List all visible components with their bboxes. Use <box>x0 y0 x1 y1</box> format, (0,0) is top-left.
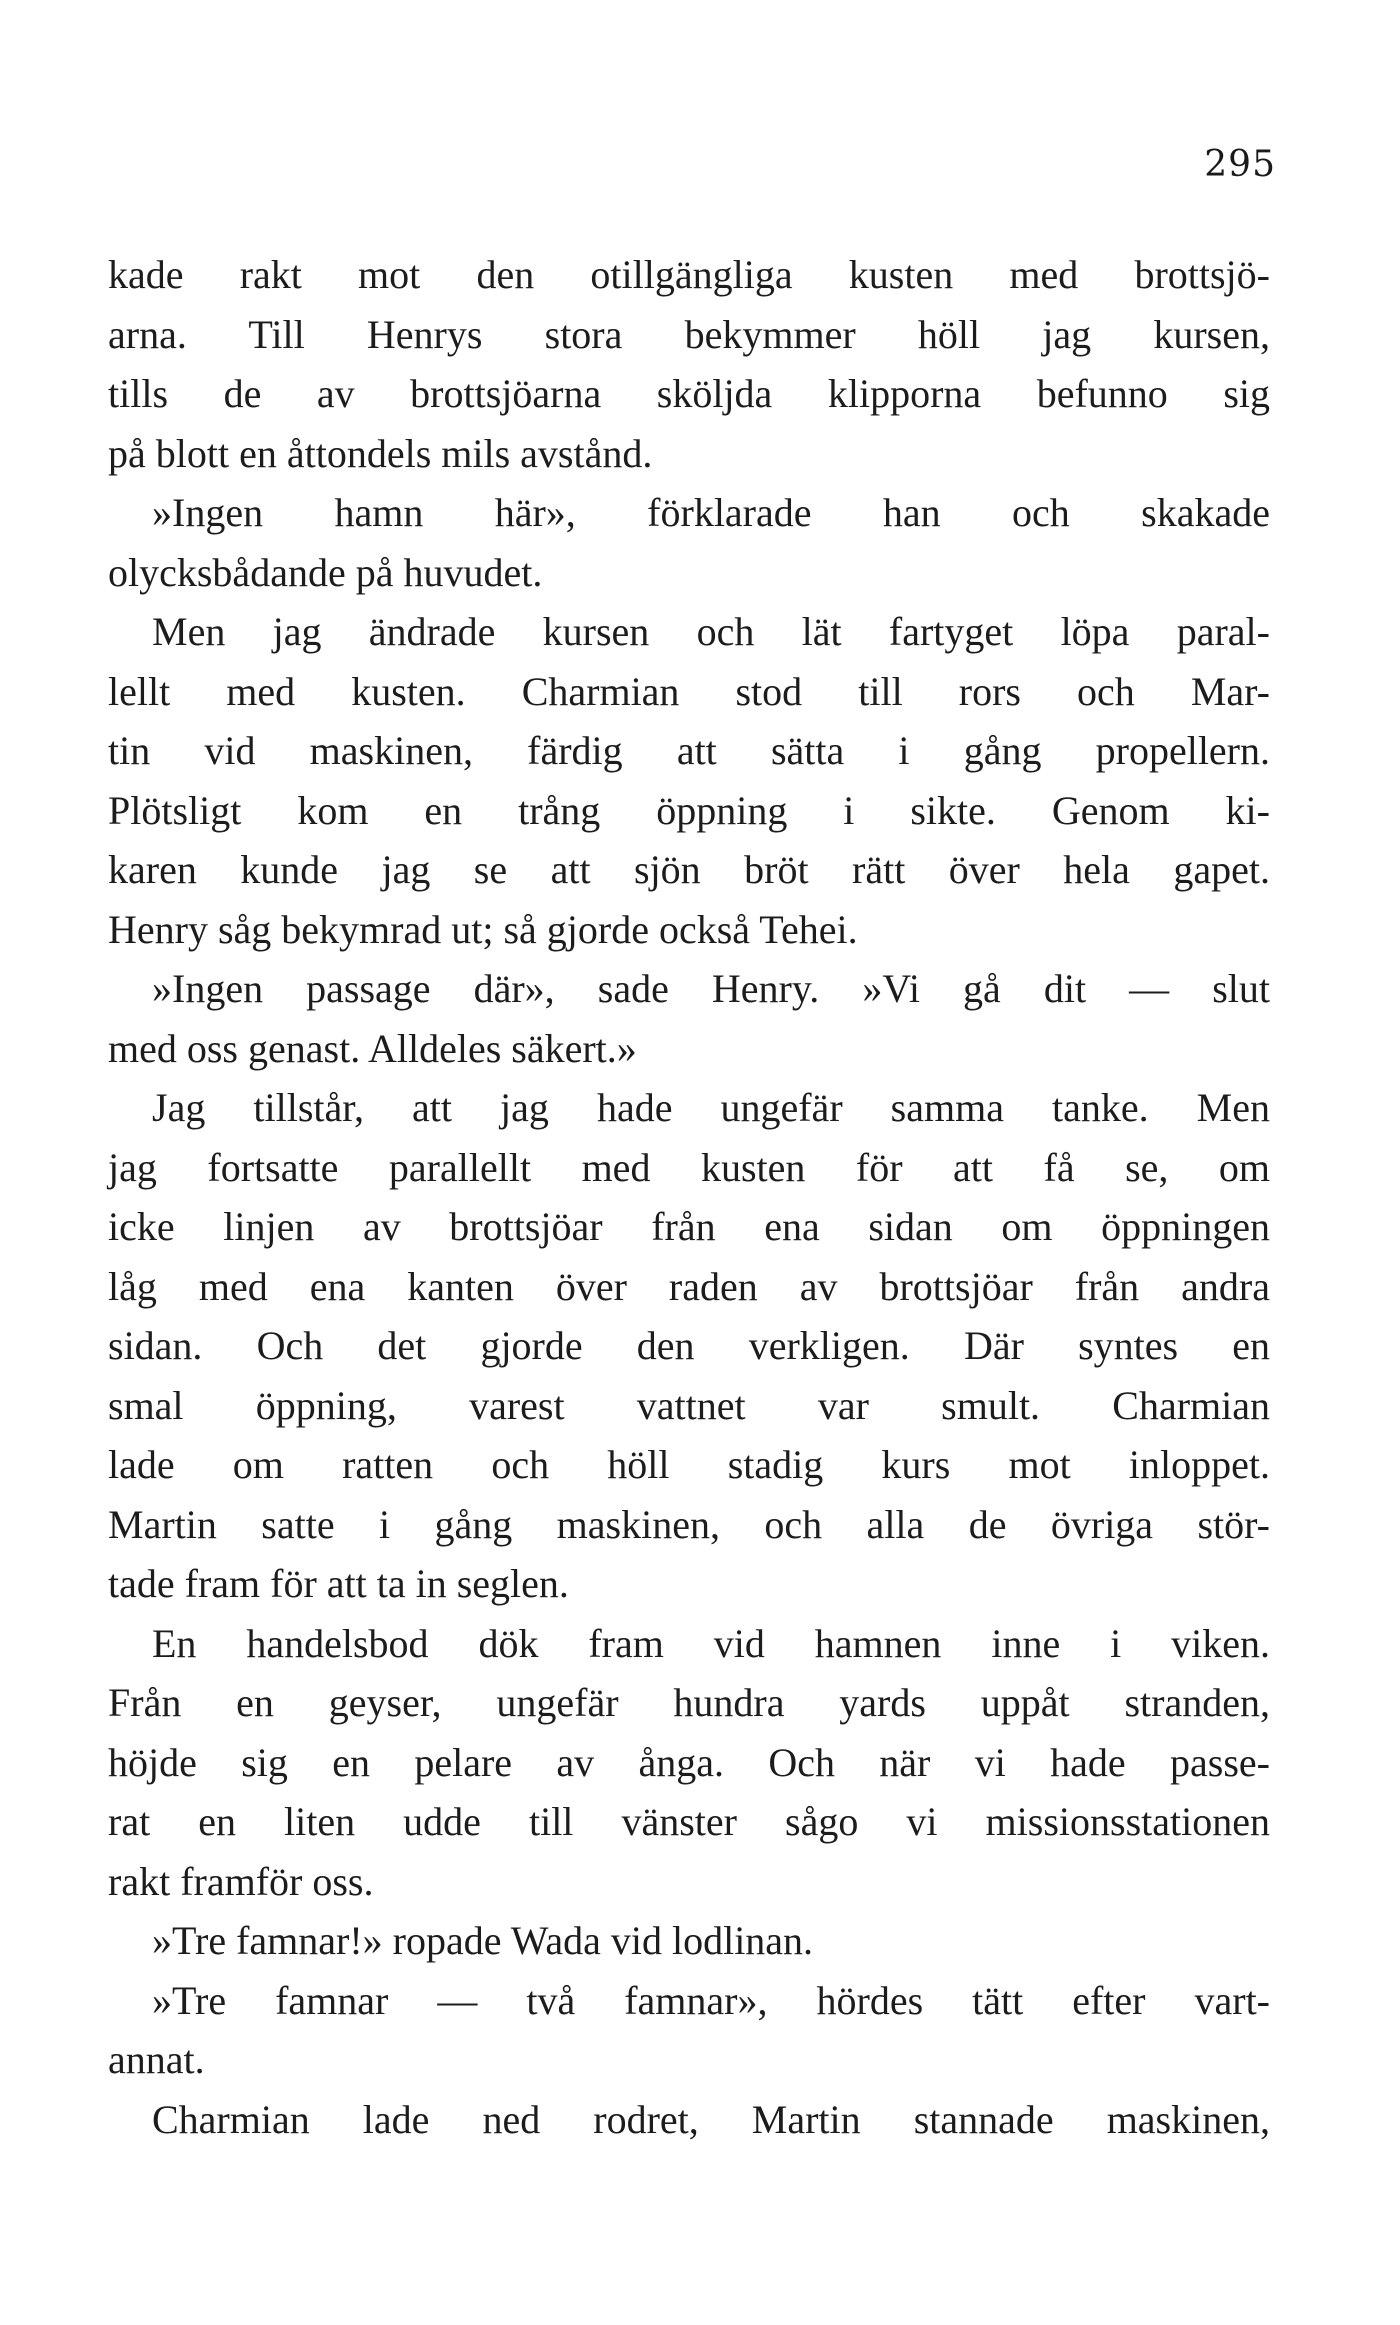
text-line: »Tre famnar — två famnar», hördes tätt efter vart- <box>152 1977 1270 2023</box>
text-line: arna. Till Henrys stora bekymmer höll jag kursen, <box>108 311 1270 357</box>
text-line: lade om ratten och höll stadig kurs mot inloppet. <box>108 1442 1270 1487</box>
text-line: tade fram för att ta in seglen. <box>108 1561 569 1606</box>
text-line: lellt med kusten. Charmian stod till rors och Mar- <box>108 668 1270 714</box>
text-line: tills de av brottsjöarna sköljda klipporna befunno sig <box>108 371 1270 416</box>
text-line: »Tre famnar!» ropade Wada vid lodlinan. <box>152 1918 814 1963</box>
text-line: sidan. Och det gjorde den verkligen. Där syntes en <box>108 1323 1270 1368</box>
text-line: kade rakt mot den otillgängliga kusten med brottsjö- <box>108 252 1270 297</box>
text-line: icke linjen av brottsjöar från ena sidan om öppningen <box>108 1204 1270 1249</box>
text-line: En handelsbod dök fram vid hamnen inne i viken. <box>152 1620 1270 1666</box>
text-line: med oss genast. Alldeles säkert.» <box>108 1025 637 1071</box>
text-line: »Ingen hamn här», förklarade han och skakade <box>152 490 1270 535</box>
text-line: på blott en åttondels mils avstånd. <box>108 430 653 476</box>
text-line: annat. <box>108 2037 205 2082</box>
text-line: smal öppning, varest vattnet var smult. Charmian <box>108 1382 1270 1428</box>
text-line: rakt framför oss. <box>108 1858 374 1904</box>
text-line: Charmian lade ned rodret, Martin stannade maskinen, <box>152 2096 1270 2142</box>
text-line: olycksbådande på huvudet. <box>108 549 543 595</box>
text-line: »Ingen passage där», sade Henry. »Vi gå dit — slut <box>152 966 1270 1011</box>
text-line: höjde sig en pelare av ånga. Och när vi hade passe- <box>108 1739 1270 1785</box>
text-line: jag fortsatte parallellt med kusten för att få se, om <box>108 1144 1270 1190</box>
text-line: Jag tillstår, att jag hade ungefär samma tanke. Men <box>152 1085 1270 1130</box>
text-line: rat en liten udde till vänster sågo vi missionsstationen <box>108 1799 1270 1844</box>
text-line: Från en geyser, ungefär hundra yards uppåt stranden, <box>108 1680 1270 1725</box>
body-text <box>108 245 1270 2149</box>
text-line: tin vid maskinen, färdig att sätta i gång propellern. <box>108 728 1270 773</box>
text-line: Martin satte i gång maskinen, och alla de övriga stör- <box>108 1501 1270 1547</box>
text-line: låg med ena kanten över raden av brottsjöar från andra <box>108 1263 1270 1309</box>
text-line: karen kunde jag se att sjön bröt rätt över hela gapet. <box>108 847 1270 892</box>
text-line: Men jag ändrade kursen och lät fartyget löpa paral- <box>152 609 1270 654</box>
text-line: Henry såg bekymrad ut; så gjorde också Tehei. <box>108 906 858 952</box>
text-line: Plötsligt kom en trång öppning i sikte. Genom ki- <box>108 787 1270 833</box>
page-number: 295 <box>1204 144 1276 185</box>
